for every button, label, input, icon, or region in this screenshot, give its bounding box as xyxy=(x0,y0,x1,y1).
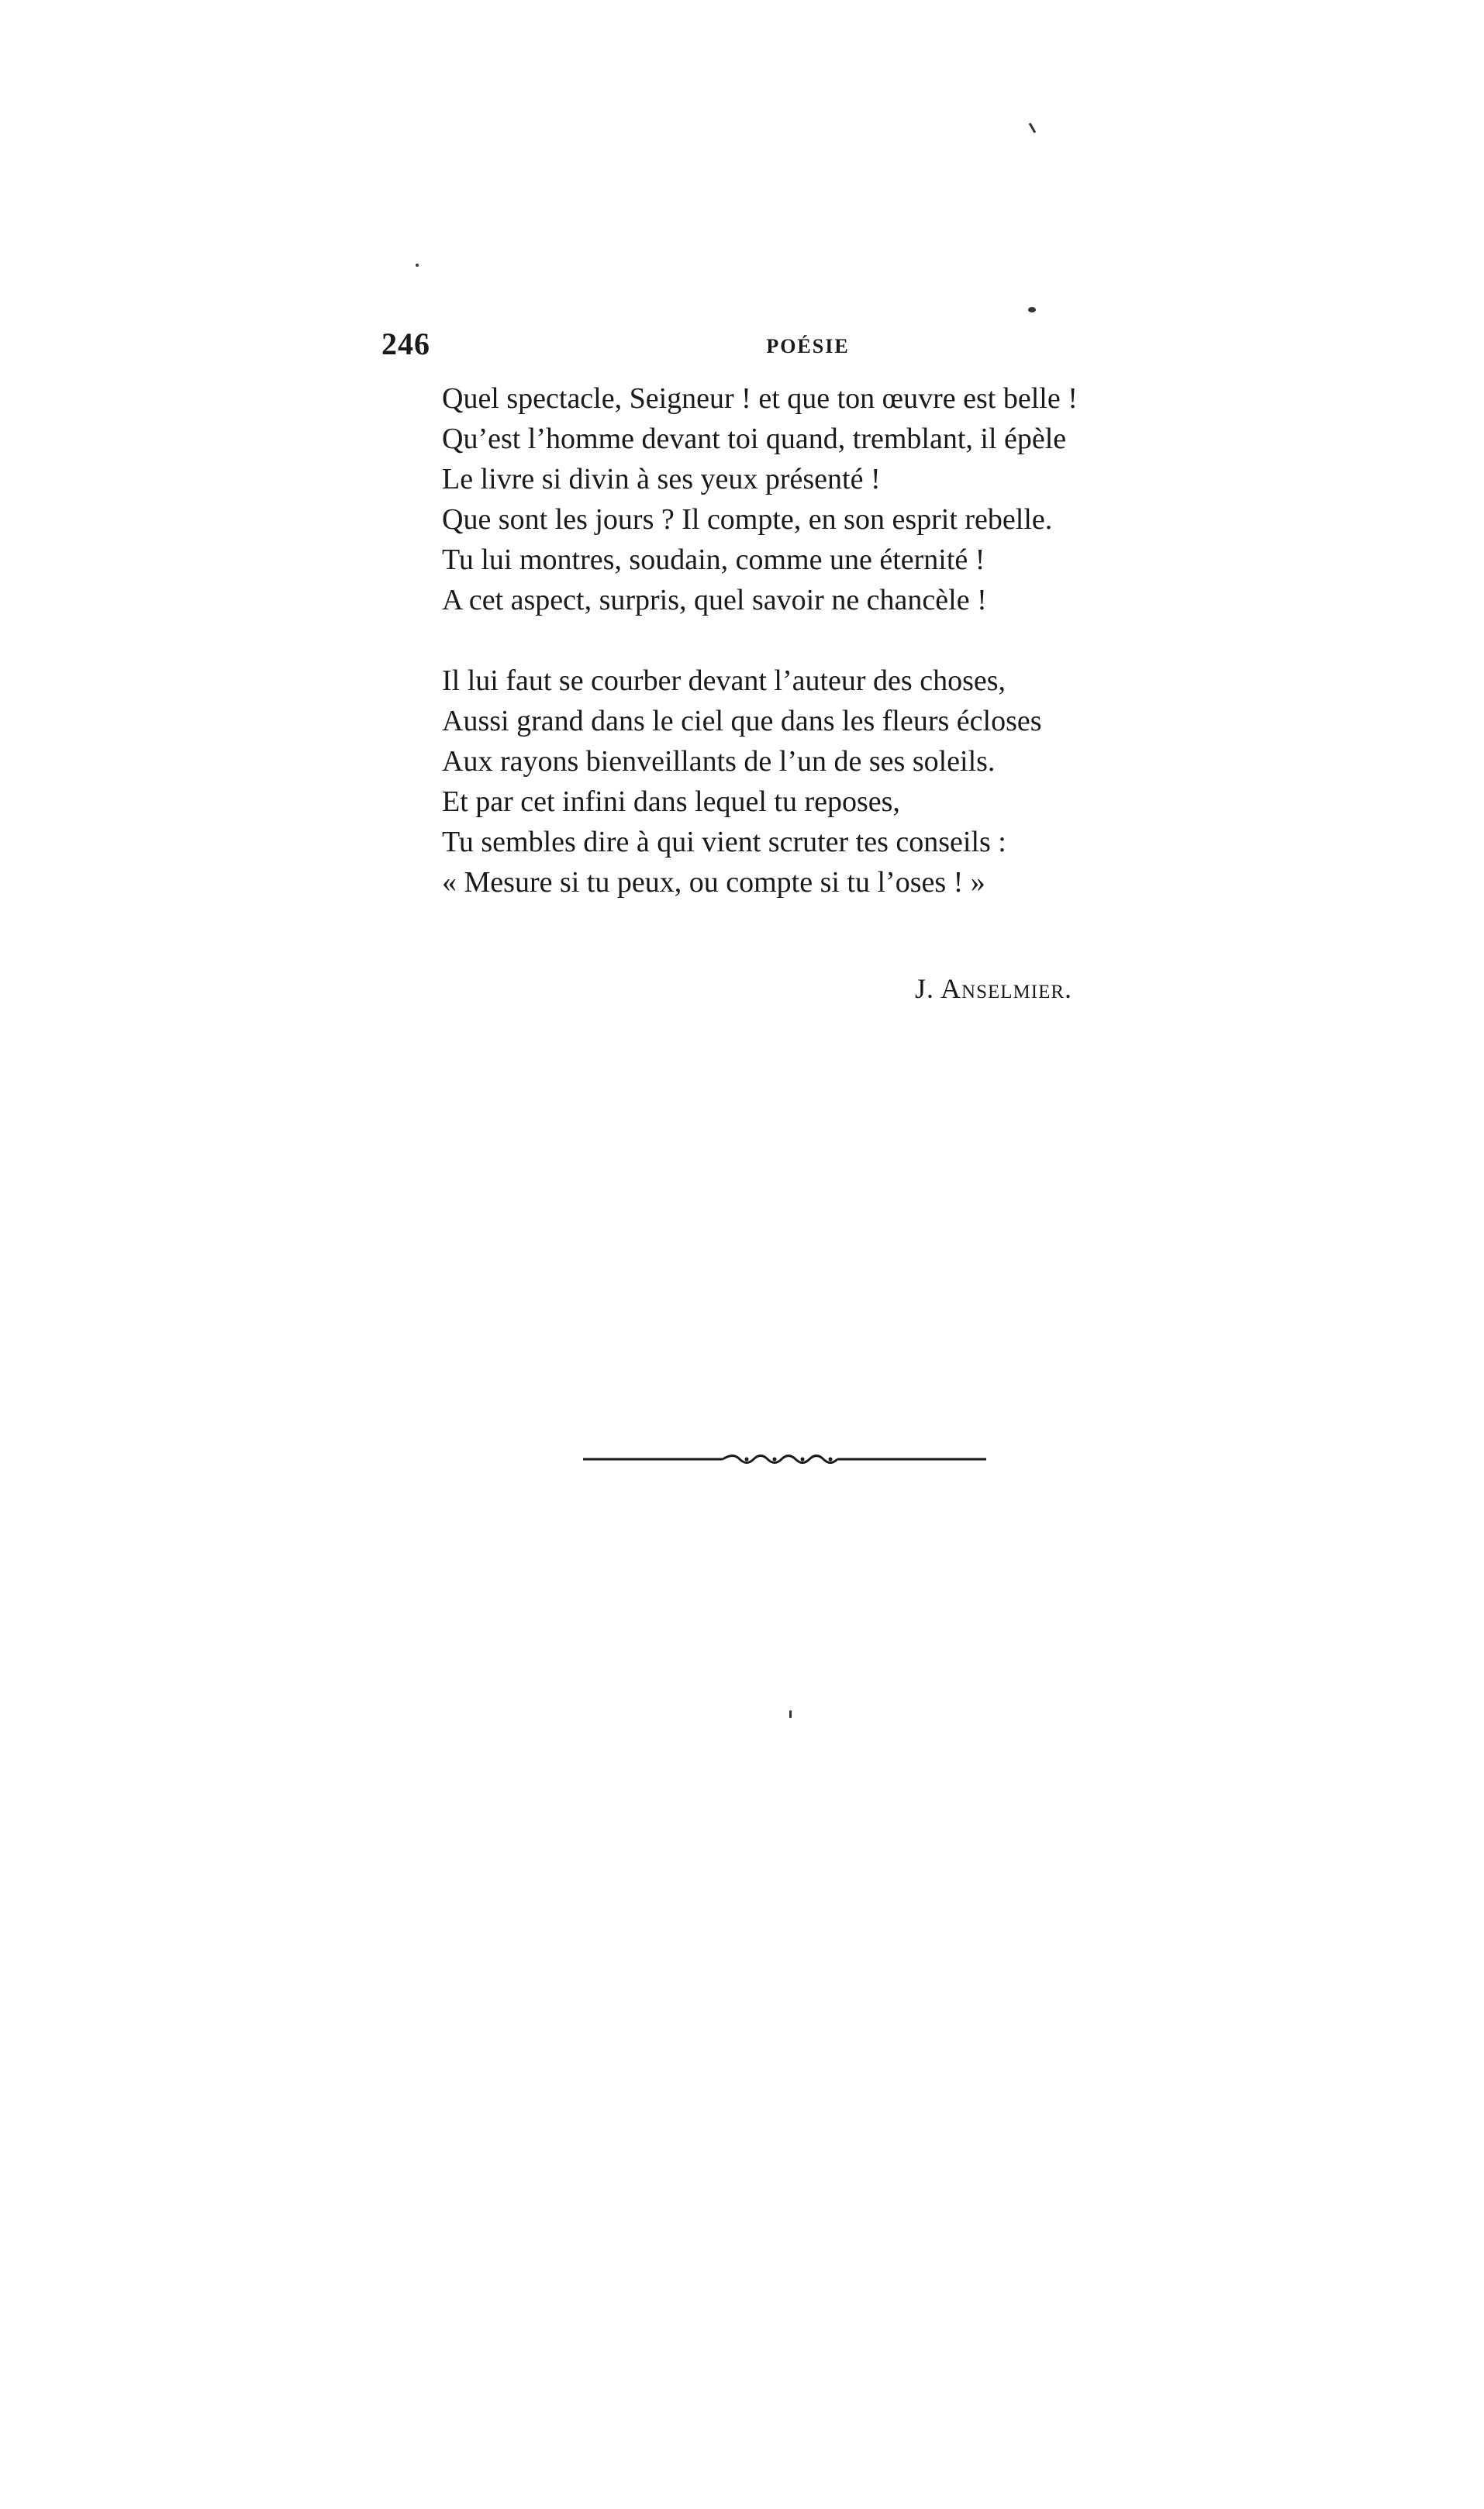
verse-line: Il lui faut se courber devant l’auteur des choses, xyxy=(442,664,1006,697)
author-signature: J. Anselmier. xyxy=(915,973,1073,1004)
print-speck xyxy=(1028,307,1036,312)
ornamental-rule xyxy=(583,1450,986,1468)
verse-line: Et par cet infini dans lequel tu reposes, xyxy=(442,785,900,818)
verse-line: « Mesure si tu peux, ou compte si tu l’oses ! » xyxy=(442,866,985,899)
section-title: POÉSIE xyxy=(766,335,850,357)
verse-line: Quel spectacle, Seigneur ! et que ton œuvre est belle ! xyxy=(442,382,1078,415)
verse-line: Aussi grand dans le ciel que dans les fleurs écloses xyxy=(442,705,1042,737)
print-speck xyxy=(1029,123,1037,133)
verse-line: A cet aspect, surpris, quel savoir ne chancèle ! xyxy=(442,584,987,616)
running-head xyxy=(381,326,1203,372)
print-speck xyxy=(416,264,419,267)
print-speck xyxy=(789,1710,792,1718)
stanza xyxy=(442,661,1217,902)
verse-line: Tu sembles dire à qui vient scruter tes conseils : xyxy=(442,826,1006,858)
verse-line: Aux rayons bienveillants de l’un de ses soleils. xyxy=(442,745,996,778)
poem xyxy=(442,378,1217,902)
verse-line: Le livre si divin à ses yeux présenté ! xyxy=(442,463,881,495)
verse-line: Que sont les jours ? Il compte, en son esprit rebelle. xyxy=(442,503,1053,536)
verse-line: Tu lui montres, soudain, comme une éternité ! xyxy=(442,544,985,576)
verse-line: Qu’est l’homme devant toi quand, tremblant, il épèle xyxy=(442,423,1067,455)
stanza xyxy=(442,378,1217,620)
page-number: 246 xyxy=(381,326,430,361)
